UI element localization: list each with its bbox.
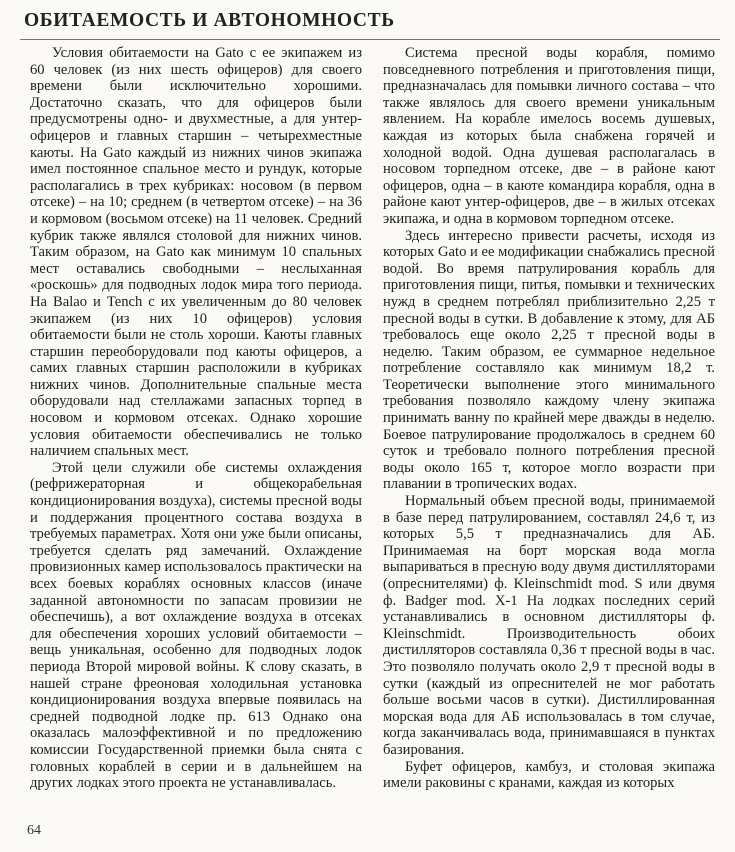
right-column [383, 45, 715, 792]
paragraph: Система пресной воды корабля, помимо повседневного потребления и приготовления пищи, предназначалась для помывки личного состава – что также являлось для своего времени уникальным явлением. На корабле имелось восемь душевых, каждая из которых была снабжена горячей и холодной водой. Одна душевая располагалась в носовом торпедном отсеке, две – в районе кают офицеров, одна – в каюте командира корабля, одна в районе кают унтер-офицеров, две – в жилых отсеках экипажа, и одна в кормовом торпедном отсеке. [383, 45, 715, 227]
paragraph: Условия обитаемости на Gato с ее экипажем из 60 человек (из них шесть офицеров) для своего времени были исключительно хорошими. Достаточно сказать, что для офицеров были предусмотрены одно- и двухместные, а для унтер-офицеров и главных старшин – четырехместные каюты. На Gato каждый из нижних чинов экипажа имел постоянное спальное место и рундук, которые располагались в трех кубриках: носовом (в первом отсеке) – на 10; среднем (в четвертом отсеке) – на 36 и кормовом (восьмом отсеке) на 11 человек. Средний кубрик также являлся столовой для нижних чинов. Таким образом, на Gato как минимум 10 спальных мест оставались свободными – неслыханная «роскошь» для подводных лодок мира того периода. На Balao и Tench с их увеличенным до 80 человек экипажем (из них 10 офицеров) условия обитаемости были не столь хороши. Каюты главных старшин переоборудовали под каюты офицеров, а самих главных старшин расположили в кубриках нижних чинов. Дополнительные спальные места оборудовали над стеллажами запасных торпед в носовом и кормовом отсеках. Однако хорошие условия обитаемости обеспечивались не только наличием спальных мест. [30, 45, 362, 460]
left-column [30, 45, 362, 792]
page-number: 64 [27, 823, 41, 838]
section-heading: ОБИТАЕМОСТЬ И АВТОНОМНОСТЬ [24, 10, 395, 31]
paragraph: Буфет офицеров, камбуз, и столовая экипажа имели раковины с кранами, каждая из которых [383, 758, 715, 792]
heading-rule [20, 39, 720, 40]
paragraph: Нормальный объем пресной воды, принимаемой в базе перед патрулированием, составлял 24,6 т, из которых 5,5 т предназначались для АБ. Принимаемая на борт морская вода могла выпариваться в пресную воду двумя дистилляторами (опреснителями) ф. Kleinschmidt mod. S или двумя ф. Badger mod. X-1 На лодках последних серий устанавливались в основном дистилляторы ф. Kleinschmidt. Производительность обоих дистилляторов составляла 0,36 т пресной воды в час. Это позволяло получать около 2,9 т пресной воды в сутки (каждый из опреснителей не мог работать больше восьми часов в сутки). Дистиллированная морская вода для АБ использовалась в том случае, когда заканчивалась вода, принимавшаяся в пунктах базирования. [383, 493, 715, 758]
paragraph: Этой цели служили обе системы охлаждения (рефрижераторная и общекорабельная кондиционирования воздуха), системы пресной воды и поддержания процентного состава воздуха в требуемых параметрах. Хотя они уже были описаны, требуется сделать ряд замечаний. Охлаждение провизионных камер использовалось практически на всех боевых кораблях основных классов (иначе заданной автономности по запасам провизии не обеспечишь), а вот охлаждение воздуха в отсеках для обеспечения хороших условий обитаемости – вещь уникальная, особенно для подводных лодок периода Второй мировой войны. К слову сказать, в нашей стране фреоновая холодильная установка кондиционирования воздуха впервые появилась на средней подводной лодке пр. 613 Однако она оказалась малоэффективной и по предложению комиссии Государственной приемки была снята с головных кораблей в серии и в дальнейшем на других лодках этого проекта не устанавливалась. [30, 459, 362, 792]
paragraph: Здесь интересно привести расчеты, исходя из которых Gato и ее модификации снабжались пресной водой. Во время патрулирования корабль для приготовления пищи, питья, помывки и технических нужд в среднем потреблял приблизительно 2,25 т пресной воды в сутки. В добавление к этому, для АБ требовалось еще около 2,25 т пресной воды в неделю. Таким образом, ее суммарное недельное потребление составляло как минимум 18,2 т. Теоретически выполнение этого минимального требования позволяло каждому члену экипажа принимать ванну по крайней мере дважды в неделю. Боевое патрулирование продолжалось в среднем 60 суток и требовало полного потребления пресной воды около 165 т, которое могло возрасти при плавании в тропических водах. [383, 227, 715, 493]
